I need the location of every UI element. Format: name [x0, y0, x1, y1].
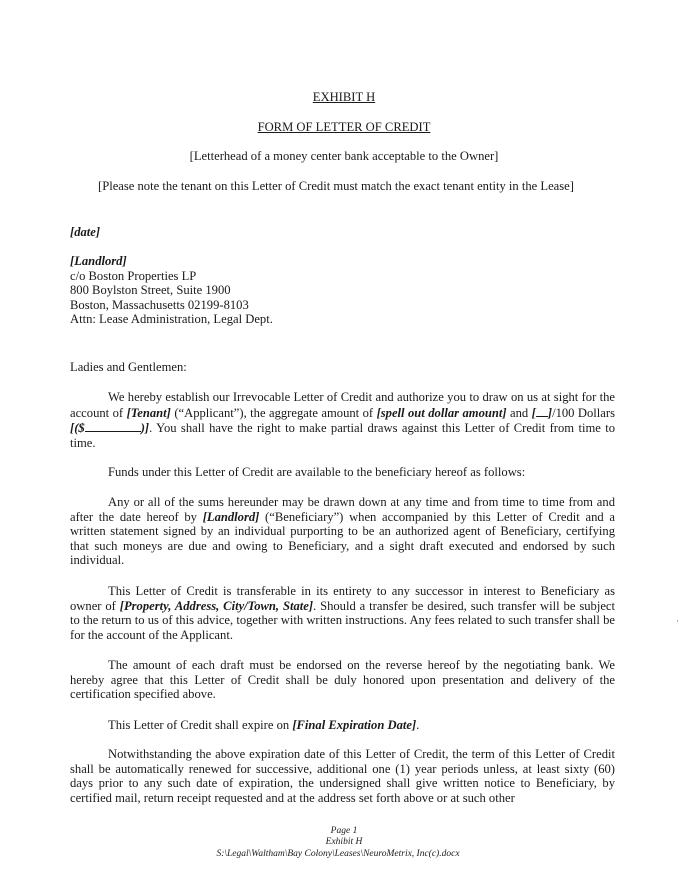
address-line-2: 800 Boylston Street, Suite 1900: [70, 283, 231, 298]
numeric-amount-close: )]: [140, 421, 150, 436]
p3-text-1: Any or all of the sums hereunder may be drawn down at any time and from time to time from and after the date hereof by: [70, 495, 615, 524]
address-landlord: [Landlord]: [70, 254, 127, 268]
address-line-1: c/o Boston Properties LP: [70, 268, 197, 283]
tenant-note: [Please note the tenant on this Letter of Credit must match the exact tenant entity in the Lease]: [98, 179, 574, 193]
paragraph-endorse: [70, 658, 615, 702]
paragraph-transfer: [70, 584, 615, 642]
p2-text: Funds under this Letter of Credit are available to the beneficiary hereof as follows:: [108, 465, 526, 479]
p4-text-2: . Should a transfer be desired, such transfer will be subject to the return to us of this advice, together with written instructions. Any fees related to such transfer shall be for the account of the Applicant.: [70, 598, 615, 642]
p1-text-5: . You shall have the right to make partial draws against this Letter of Credit from time to time.: [70, 421, 615, 450]
paragraph-expire: [70, 718, 615, 733]
cents-open: [: [531, 405, 536, 420]
scan-mark: ·: [676, 616, 679, 626]
p6-text-1: This Letter of Credit shall expire on: [108, 718, 293, 732]
expiration-date-placeholder: [Final Expiration Date]: [292, 718, 417, 732]
landlord-placeholder: [Landlord]: [202, 509, 260, 524]
cents-blank: [536, 405, 548, 417]
p3-text-2: (“Beneficiary”) when accompanied by this Letter of Credit and a written statement signed by an individual purporting to be an authorized agent of Beneficiary, certifying that such moneys are due and owing to Beneficiary, and a sight draft executed and endorsed by such individual.: [70, 509, 615, 568]
address-line-4: Attn: Lease Administration, Legal Dept.: [70, 312, 273, 327]
footer-page: Page 1: [330, 826, 358, 836]
address-line-3: Boston, Massachusetts 02199-8103: [70, 297, 249, 312]
p1-text-3: and: [506, 405, 532, 420]
paragraph-draws: [70, 495, 615, 568]
numeric-amount-open: [($: [70, 421, 85, 436]
p4-text-1: This Letter of Credit is transferable in its entirety to any successor in interest to Beneficiary as owner of: [70, 584, 615, 613]
paragraph-establish: [70, 390, 615, 450]
tenant-placeholder: [Tenant]: [126, 405, 171, 420]
footer-exhibit: Exhibit H: [325, 837, 363, 847]
p1-text-4: /100 Dollars: [552, 405, 615, 420]
paragraph-renewal: [70, 747, 615, 805]
property-placeholder: [Property, Address, City/Town, State]: [119, 598, 314, 613]
paragraph-funds: [70, 465, 615, 480]
p1-text-1: We hereby establish our Irrevocable Letter of Credit and authorize you to draw on us at sight for the account of: [70, 390, 615, 420]
salutation: Ladies and Gentlemen:: [70, 360, 187, 374]
footer-path: S:\Legal\Waltham\Bay Colony\Leases\NeuroMetrix, Inc(c).docx: [216, 849, 460, 859]
address-block: [70, 254, 273, 327]
p5-text: The amount of each draft must be endorsed on the reverse hereof by the negotiating bank. We hereby agree that this Letter of Credit shall be duly honored upon presentation and delivery of the certification specified above.: [70, 658, 615, 702]
form-title: FORM OF LETTER OF CREDIT: [257, 120, 431, 134]
date-placeholder: [date]: [70, 225, 101, 239]
amount-placeholder: [spell out dollar amount]: [376, 405, 507, 420]
exhibit-heading: EXHIBIT H: [312, 90, 376, 104]
p7-text: Notwithstanding the above expiration date of this Letter of Credit, the term of this Letter of Credit shall be automatically renewed for successive, additional one (1) year periods unless, at least sixty (60) days prior to any such date of expiration, the undersigned shall give written notice to Beneficiary, by certified mail, return receipt requested and at the address set forth above or at such other: [70, 747, 615, 805]
p1-text-2: (“Applicant”), the aggregate amount of: [170, 405, 377, 420]
cents-close: ]: [547, 405, 553, 420]
numeric-amount-blank: [85, 420, 141, 432]
p6-text-2: .: [416, 718, 420, 732]
letterhead-note: [Letterhead of a money center bank acceptable to the Owner]: [189, 149, 499, 163]
